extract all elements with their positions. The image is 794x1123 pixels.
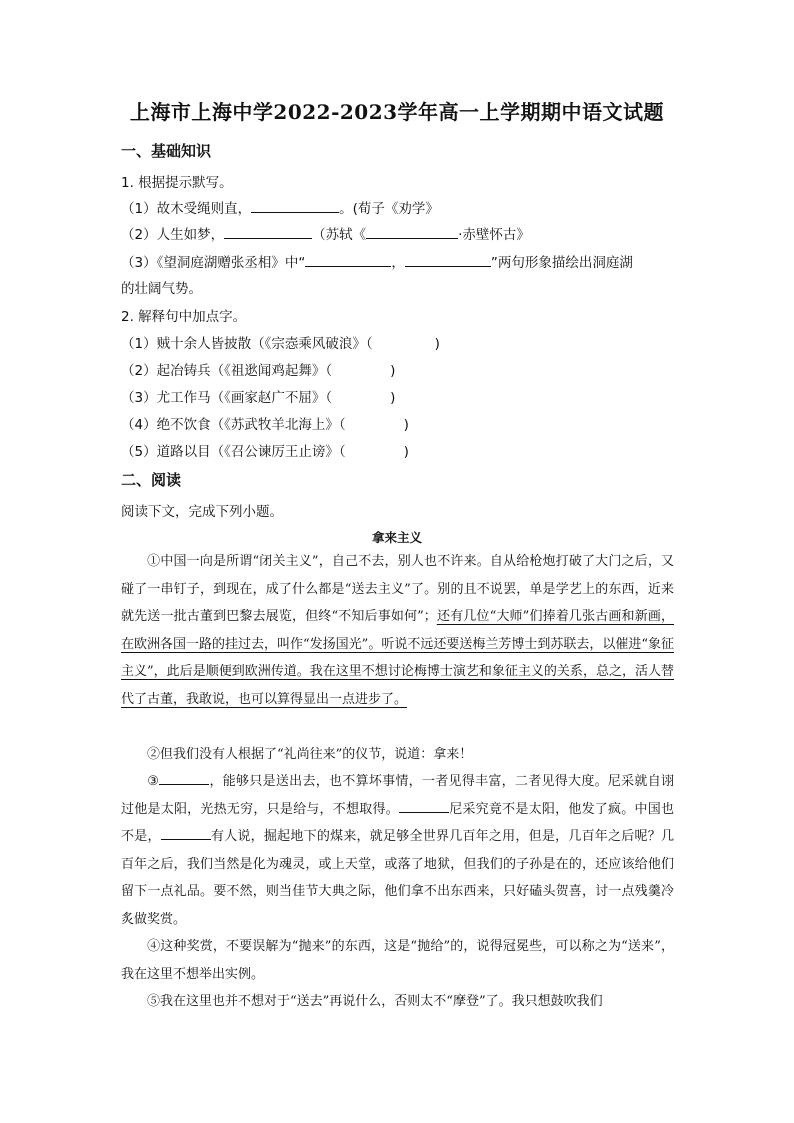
para3-text-2: 尼采究竟不是太阳，他发了疯。中国也不是， bbox=[121, 801, 674, 844]
q2-item1 bbox=[121, 332, 440, 352]
passage-paragraph-5 bbox=[121, 988, 674, 1016]
passage-paragraph-1 bbox=[121, 548, 674, 713]
q2-item5-close: ) bbox=[403, 444, 409, 460]
q1-item2-mid: （苏轼《 bbox=[312, 227, 367, 243]
q2-prompt: 2. 解释句中加点字。 bbox=[121, 309, 247, 325]
q1-item1-post: 。(荀子《劝学》 bbox=[339, 201, 439, 217]
q1-item2 bbox=[121, 223, 530, 243]
q1-item2-pre: （2）人生如梦， bbox=[121, 227, 225, 243]
section-heading-basics: 一、基础知识 bbox=[121, 142, 212, 160]
para3-num: ③ bbox=[147, 774, 160, 789]
q2-item3-close: ) bbox=[390, 390, 396, 406]
q2-item3 bbox=[121, 386, 395, 406]
para1-underlined: 还有几位“大师”们捧着几张古画和新画，在欧洲各国一路的挂过去，叫作“发扬国光”。听说不远还要送梅兰芳博士到苏联去，以催进“象征主义”，此后是顺便到欧洲传道。我在这里不想讨论梅博士演艺和象征主义的关系，总之，活人替代了古董，我敢说，也可以算得显出一点进步了。 bbox=[121, 609, 675, 707]
q1-item1-blank[interactable] bbox=[251, 198, 339, 213]
q1-item3-pre: （3）《望洞庭湖赠张丞相》中“ bbox=[121, 255, 306, 271]
q1-item3-post: ”两句形象描绘出洞庭湖 bbox=[490, 255, 633, 271]
passage-title: 拿来主义 bbox=[371, 530, 422, 545]
q1-item1 bbox=[121, 197, 439, 217]
q1-item2-post: ·赤壁怀古》 bbox=[458, 227, 530, 243]
section-heading-reading: 二、阅读 bbox=[121, 471, 182, 489]
q1-item2-blank-a[interactable] bbox=[224, 224, 312, 239]
q2-item4-text: （4）绝不饮食（《苏武牧羊北海上》（ bbox=[121, 417, 346, 433]
para1-text: ①中国一向是所谓“闭关主义”，自己不去，别人也不许来。自从给枪炮打破了大门之后，又碰了一串钉子，到现在，成了什么都是“送去主义”了。别的且不说罢，单是学艺上的东西，近来就先送一批古董到巴黎去展览，但终“不知后事如何”； bbox=[121, 554, 674, 624]
passage-paragraph-3 bbox=[121, 768, 674, 933]
q2-item4-close: ) bbox=[403, 417, 409, 433]
para3-blank-3[interactable] bbox=[161, 827, 211, 840]
q1-item1-pre: （1）故木受绳则直， bbox=[121, 201, 252, 217]
para4-text: ④这种奖赏，不要误解为“抛来”的东西，这是“抛给”的，说得冠冕些，可以称之为“送来”，我在这里不想举出实例。 bbox=[121, 939, 674, 982]
q1-item3 bbox=[121, 251, 633, 271]
q1-item2-blank-b[interactable] bbox=[366, 224, 458, 239]
para3-blank-2[interactable] bbox=[399, 800, 449, 813]
q2-item1-text: （1）贼十余人皆披散（《宗悫乘风破浪》（ bbox=[121, 336, 373, 352]
q2-item2 bbox=[121, 359, 395, 379]
q1-item3-cont: 的壮阔气势。 bbox=[121, 281, 202, 297]
para5-text: ⑤我在这里也并不想对于“送去”再说什么，否则太不“摩登”了。我只想鼓吹我们 bbox=[147, 994, 603, 1009]
para2-text: ②但我们没有人根据了“礼尚往来”的仪节，说道：拿来！ bbox=[147, 747, 473, 762]
q1-item3-comma: ， bbox=[391, 255, 405, 271]
para3-blank-1[interactable] bbox=[159, 772, 209, 785]
q1-item3-blank-b[interactable] bbox=[405, 252, 491, 267]
q2-item3-text: （3）尤工作马（《画家赵广不屈》（ bbox=[121, 390, 333, 406]
page-title: 上海市上海中学2022-2023学年高一上学期期中语文试题 bbox=[129, 100, 665, 124]
q1-item3-blank-a[interactable] bbox=[305, 252, 391, 267]
q2-item2-close: ) bbox=[390, 363, 396, 379]
para3-text-1: ，能够只是送出去，也不算坏事情，一者见得丰富，二者见得大度。尼采就自诩过他是太阳，光热无穷，只是给与，不想取得。 bbox=[121, 774, 674, 817]
q2-item4 bbox=[121, 413, 409, 433]
q2-item1-close: ) bbox=[434, 336, 440, 352]
passage-paragraph-2 bbox=[121, 741, 674, 769]
q1-prompt: 1. 根据提示默写。 bbox=[121, 175, 233, 191]
para3-text-3: 有人说，掘起地下的煤来，就足够全世界几百年之用，但是，几百年之后呢？几百年之后，我们当然是化为魂灵，或上天堂，或落了地狱，但我们的子孙是在的，还应该给他们留下一点礼品。要不然，则当佳节大典之际，他们拿不出东西来，只好磕头贺喜，讨一点残羹冷炙做奖赏。 bbox=[121, 829, 674, 927]
reading-instruction: 阅读下文，完成下列小题。 bbox=[121, 504, 283, 520]
passage-paragraph-4 bbox=[121, 933, 674, 988]
q2-item2-text: （2）起冶铸兵（《祖逖闻鸡起舞》（ bbox=[121, 363, 333, 379]
q2-item5 bbox=[121, 440, 409, 460]
q2-item5-text: （5）道路以目（《召公谏厉王止谤》（ bbox=[121, 444, 346, 460]
